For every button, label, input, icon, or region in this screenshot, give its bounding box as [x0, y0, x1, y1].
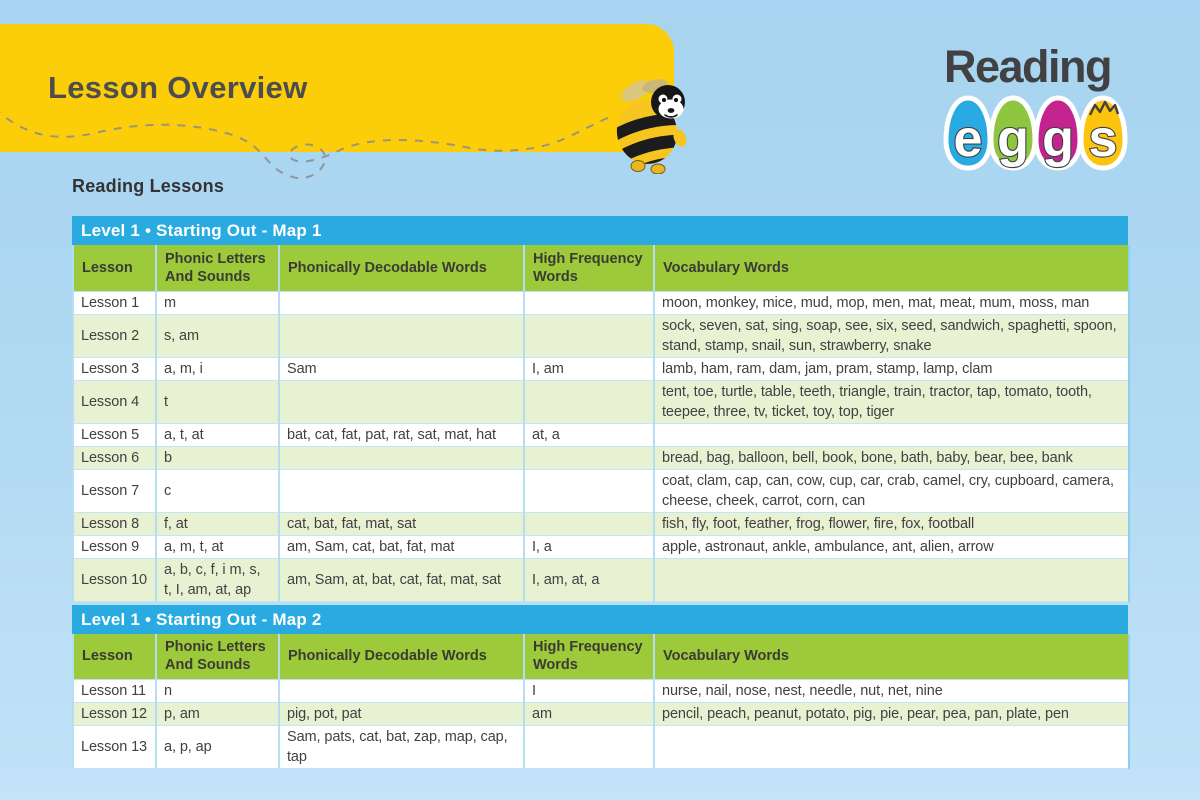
level-section	[72, 216, 1128, 602]
lessons-table	[72, 634, 1130, 770]
table-row	[73, 446, 1129, 469]
egg-letter: e	[953, 110, 983, 168]
lesson-tables-container	[72, 216, 1128, 772]
cell-lesson: Lesson 9	[73, 535, 156, 558]
cell-lesson: Lesson 6	[73, 446, 156, 469]
cell-phonic-letters: n	[156, 680, 279, 703]
cell-high-frequency: I, am	[524, 357, 654, 380]
cell-vocabulary: fish, fly, foot, feather, frog, flower, fire, fox, football	[654, 512, 1129, 535]
cell-high-frequency: I, a	[524, 535, 654, 558]
table-row	[73, 726, 1129, 769]
cell-vocabulary: apple, astronaut, ankle, ambulance, ant, alien, arrow	[654, 535, 1129, 558]
table-row	[73, 423, 1129, 446]
cell-vocabulary: lamb, ham, ram, dam, jam, pram, stamp, lamp, clam	[654, 357, 1129, 380]
lessons-table	[72, 245, 1130, 602]
cell-high-frequency: I, am, at, a	[524, 558, 654, 601]
cell-phonic-letters: a, m, t, at	[156, 535, 279, 558]
cell-phonic-letters: a, p, ap	[156, 726, 279, 769]
bee-mascot-icon	[610, 74, 696, 174]
cell-decodable-words: am, Sam, cat, bat, fat, mat	[279, 535, 524, 558]
table-row	[73, 512, 1129, 535]
cell-lesson: Lesson 4	[73, 380, 156, 423]
cell-high-frequency: am	[524, 703, 654, 726]
cell-high-frequency: I	[524, 680, 654, 703]
cell-decodable-words	[279, 446, 524, 469]
cell-lesson: Lesson 5	[73, 423, 156, 446]
logo-eggs-icon	[944, 94, 1128, 184]
cell-decodable-words	[279, 469, 524, 512]
cell-phonic-letters: a, t, at	[156, 423, 279, 446]
level-section	[72, 605, 1128, 770]
table-row	[73, 357, 1129, 380]
table-header-row	[73, 245, 1129, 291]
cell-high-frequency	[524, 314, 654, 357]
cell-phonic-letters: p, am	[156, 703, 279, 726]
cell-decodable-words	[279, 291, 524, 314]
table-row	[73, 680, 1129, 703]
cell-decodable-words	[279, 314, 524, 357]
cell-decodable-words: bat, cat, fat, pat, rat, sat, mat, hat	[279, 423, 524, 446]
reading-lessons-heading: Reading Lessons	[72, 176, 225, 196]
cell-high-frequency	[524, 469, 654, 512]
column-header: Vocabulary Words	[654, 634, 1129, 680]
table-row	[73, 469, 1129, 512]
cell-vocabulary: nurse, nail, nose, nest, needle, nut, net, nine	[654, 680, 1129, 703]
cell-lesson: Lesson 7	[73, 469, 156, 512]
table-row	[73, 380, 1129, 423]
cell-phonic-letters: a, m, i	[156, 357, 279, 380]
cell-phonic-letters: m	[156, 291, 279, 314]
cell-decodable-words: Sam, pats, cat, bat, zap, map, cap, tap	[279, 726, 524, 769]
cell-lesson: Lesson 2	[73, 314, 156, 357]
cell-vocabulary: pencil, peach, peanut, potato, pig, pie, pear, pea, pan, plate, pen	[654, 703, 1129, 726]
column-header: Lesson	[73, 245, 156, 291]
column-header: Vocabulary Words	[654, 245, 1129, 291]
table-row	[73, 314, 1129, 357]
cell-vocabulary	[654, 726, 1129, 769]
cell-vocabulary: moon, monkey, mice, mud, mop, men, mat, meat, mum, moss, man	[654, 291, 1129, 314]
reading-eggs-logo	[944, 41, 1134, 184]
cell-phonic-letters: a, b, c, f, i m, s, t, I, am, at, ap	[156, 558, 279, 601]
cell-vocabulary: bread, bag, balloon, bell, book, bone, bath, baby, bear, bee, bank	[654, 446, 1129, 469]
column-header: Phonically Decodable Words	[279, 634, 524, 680]
table-row	[73, 558, 1129, 601]
cell-lesson: Lesson 3	[73, 357, 156, 380]
table-row	[73, 703, 1129, 726]
cell-decodable-words: am, Sam, at, bat, cat, fat, mat, sat	[279, 558, 524, 601]
column-header: High Frequency Words	[524, 245, 654, 291]
page-title: Lesson Overview	[48, 70, 308, 105]
column-header: Phonically Decodable Words	[279, 245, 524, 291]
logo-reading-text: Reading	[944, 41, 1112, 92]
cell-phonic-letters: f, at	[156, 512, 279, 535]
table-row	[73, 291, 1129, 314]
cell-vocabulary	[654, 423, 1129, 446]
cell-decodable-words: pig, pot, pat	[279, 703, 524, 726]
cell-vocabulary: tent, toe, turtle, table, teeth, triangle, train, tractor, tap, tomato, tooth, teepee, three, tv, ticket, toy, top, tiger	[654, 380, 1129, 423]
cell-phonic-letters: s, am	[156, 314, 279, 357]
cell-high-frequency	[524, 380, 654, 423]
cell-lesson: Lesson 12	[73, 703, 156, 726]
cell-phonic-letters: c	[156, 469, 279, 512]
table-header-row	[73, 634, 1129, 680]
cell-high-frequency	[524, 291, 654, 314]
table-row	[73, 535, 1129, 558]
header-banner	[0, 24, 674, 152]
cell-vocabulary	[654, 558, 1129, 601]
cell-lesson: Lesson 13	[73, 726, 156, 769]
cell-lesson: Lesson 8	[73, 512, 156, 535]
column-header: Phonic Letters And Sounds	[156, 245, 279, 291]
cell-high-frequency	[524, 446, 654, 469]
section-title-bar: Level 1 • Starting Out - Map 1	[72, 216, 1128, 245]
egg-letter: g	[1042, 110, 1074, 168]
column-header: Lesson	[73, 634, 156, 680]
cell-decodable-words: cat, bat, fat, mat, sat	[279, 512, 524, 535]
cell-phonic-letters: t	[156, 380, 279, 423]
cell-decodable-words	[279, 380, 524, 423]
cell-decodable-words: Sam	[279, 357, 524, 380]
cell-vocabulary: sock, seven, sat, sing, soap, see, six, seed, sandwich, spaghetti, spoon, stand, stamp, snail, sun, strawberry, snake	[654, 314, 1129, 357]
cell-decodable-words	[279, 680, 524, 703]
egg-letter: g	[997, 110, 1029, 168]
section-title-bar: Level 1 • Starting Out - Map 2	[72, 605, 1128, 634]
cell-lesson: Lesson 10	[73, 558, 156, 601]
column-header: Phonic Letters And Sounds	[156, 634, 279, 680]
cell-high-frequency	[524, 726, 654, 769]
column-header: High Frequency Words	[524, 634, 654, 680]
cell-lesson: Lesson 11	[73, 680, 156, 703]
egg-letter: s	[1088, 110, 1118, 168]
cell-phonic-letters: b	[156, 446, 279, 469]
cell-lesson: Lesson 1	[73, 291, 156, 314]
cell-high-frequency: at, a	[524, 423, 654, 446]
cell-vocabulary: coat, clam, cap, can, cow, cup, car, crab, camel, cry, cupboard, camera, cheese, cheek, carrot, corn, can	[654, 469, 1129, 512]
cell-high-frequency	[524, 512, 654, 535]
